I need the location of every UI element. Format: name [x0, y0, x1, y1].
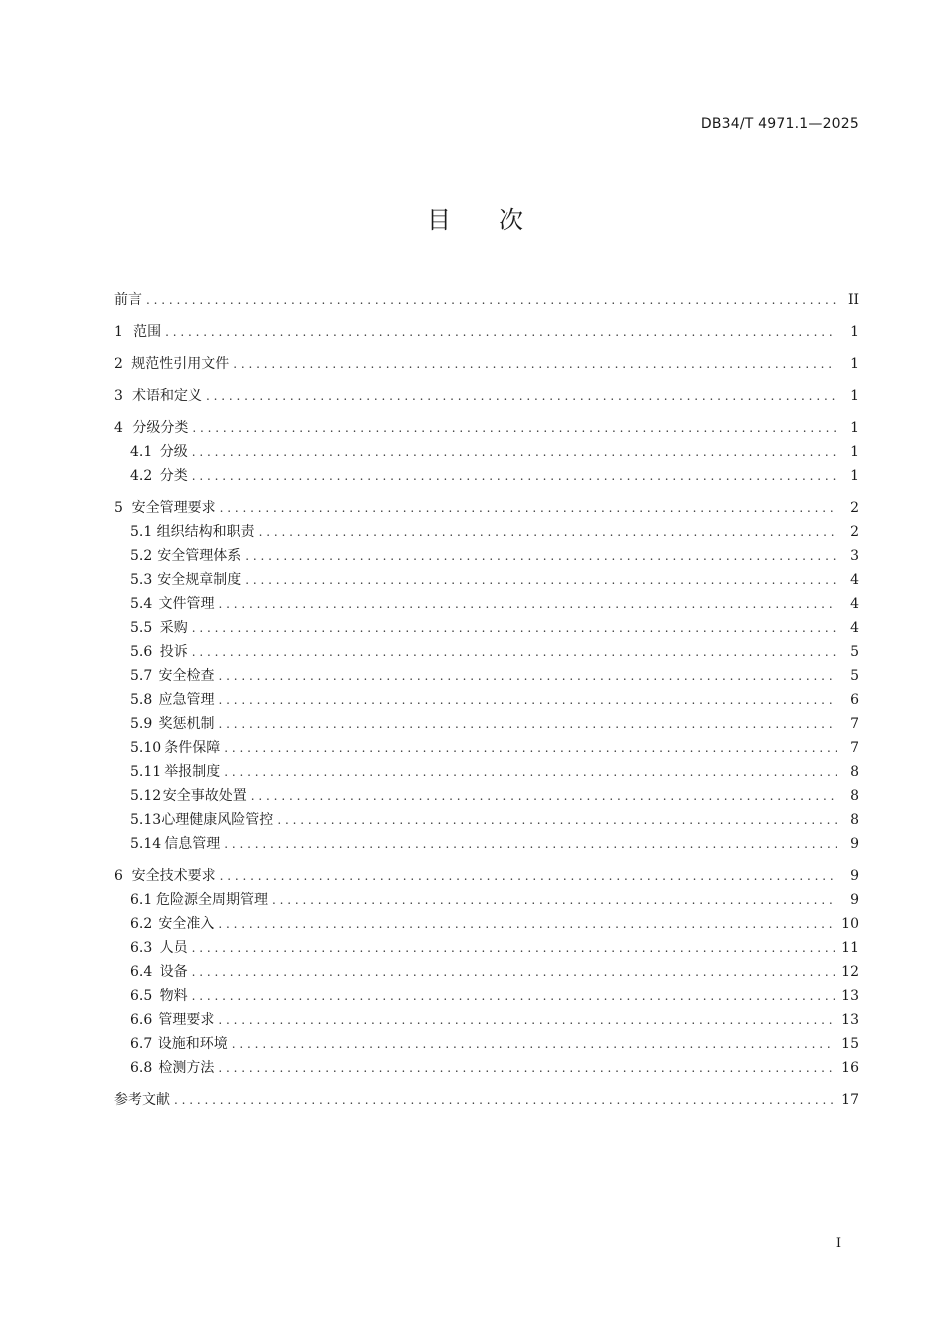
dot-leader [218, 1008, 835, 1032]
dot-leader [218, 1056, 835, 1080]
dot-leader [245, 568, 837, 592]
toc-entry[interactable] [114, 568, 859, 592]
toc-entry-label: 条件保障 [164, 740, 221, 756]
toc-entry-label: 设备 [159, 964, 188, 980]
toc-entry-page: 4 [850, 620, 859, 636]
toc-entry-page: 1 [850, 388, 859, 404]
toc-entry[interactable] [114, 640, 859, 664]
dot-leader [165, 320, 837, 344]
toc-entry-page: 1 [850, 356, 859, 372]
toc-entry-page: 12 [841, 964, 859, 980]
toc-entry[interactable] [114, 784, 859, 808]
toc-entry-page: 1 [850, 324, 859, 340]
toc-entry-number: 5.11 [130, 764, 162, 780]
toc-entry[interactable] [114, 616, 859, 640]
toc-entry-label: 信息管理 [164, 836, 221, 852]
toc-entry-label: 范围 [133, 324, 162, 340]
toc-entry-label: 分级分类 [132, 420, 189, 436]
toc-entry-page: II [847, 292, 859, 308]
toc-entry[interactable] [114, 352, 859, 376]
page-title [0, 200, 950, 235]
toc-entry-number: 6.6 [130, 1012, 153, 1028]
toc-entry-number: 5.13 [130, 812, 162, 828]
dot-leader [224, 832, 837, 856]
toc-entry-number: 6 [114, 868, 123, 884]
document-code: DB34/T 4971.1—2025 [700, 116, 859, 132]
toc-entry-number: 6.4 [130, 964, 153, 980]
toc-entry-page: 2 [850, 524, 859, 540]
dot-leader [219, 712, 838, 736]
toc-entry-page: 6 [850, 692, 859, 708]
toc-entry[interactable] [114, 960, 859, 984]
dot-leader [192, 960, 836, 984]
toc-entry-number: 5.4 [130, 596, 153, 612]
toc-entry-label: 安全管理体系 [157, 548, 242, 564]
toc-entry-page: 7 [850, 740, 859, 756]
toc-entry-number: 3 [114, 388, 123, 404]
toc-entry-number: 5.5 [130, 620, 153, 636]
toc-entry-page: 8 [850, 764, 859, 780]
table-of-contents [114, 288, 859, 1112]
toc-entry[interactable] [114, 712, 859, 736]
toc-entry-number: 6.3 [130, 940, 153, 956]
toc-entry-number: 6.1 [130, 892, 153, 908]
toc-entry[interactable] [114, 320, 859, 344]
dot-leader [220, 864, 837, 888]
toc-entry-number: 5.3 [130, 572, 153, 588]
toc-entry-label: 物料 [159, 988, 188, 1004]
toc-entry-label: 心理健康风险管控 [161, 812, 274, 828]
dot-leader [259, 520, 837, 544]
toc-entry-page: 9 [850, 836, 859, 852]
toc-entry-label: 规范性引用文件 [131, 356, 230, 372]
toc-entry-label: 管理要求 [158, 1012, 215, 1028]
toc-entry-label: 前言 [114, 292, 142, 308]
dot-leader [192, 440, 837, 464]
toc-entry[interactable] [114, 288, 859, 312]
toc-entry-page: 3 [850, 548, 859, 564]
toc-entry-page: 9 [850, 868, 859, 884]
toc-entry-label: 设施和环境 [157, 1036, 228, 1052]
toc-entry-page: 5 [850, 668, 859, 684]
toc-entry[interactable] [114, 592, 859, 616]
toc-entry-page: 8 [850, 788, 859, 804]
toc-entry[interactable] [114, 912, 859, 936]
dot-leader [224, 736, 837, 760]
dot-leader [192, 616, 837, 640]
dot-leader [218, 912, 835, 936]
toc-entry-page: 1 [850, 468, 859, 484]
toc-entry-number: 6.5 [130, 988, 153, 1004]
toc-entry-label: 检测方法 [158, 1060, 215, 1076]
toc-entry[interactable] [114, 520, 859, 544]
toc-entry[interactable] [114, 1032, 859, 1056]
toc-entry[interactable] [114, 1056, 859, 1080]
dot-leader [245, 544, 837, 568]
toc-entry-number: 1 [114, 324, 123, 340]
toc-entry-number: 5.6 [130, 644, 153, 660]
dot-leader [219, 664, 838, 688]
dot-leader [224, 760, 837, 784]
toc-entry-label: 奖惩机制 [158, 716, 215, 732]
title-char-1: 目 [427, 206, 451, 234]
toc-entry[interactable] [114, 736, 859, 760]
toc-entry-label: 举报制度 [164, 764, 221, 780]
toc-entry-page: 16 [841, 1060, 859, 1076]
toc-entry-number: 6.8 [130, 1060, 153, 1076]
toc-entry-number: 5.7 [130, 668, 153, 684]
toc-entry[interactable] [114, 384, 859, 408]
toc-entry-page: 17 [841, 1092, 859, 1108]
toc-entry[interactable] [114, 688, 859, 712]
toc-entry-page: 7 [850, 716, 859, 732]
toc-entry[interactable] [114, 936, 859, 960]
toc-entry-page: 8 [850, 812, 859, 828]
toc-entry[interactable] [114, 464, 859, 488]
toc-entry-page: 13 [841, 1012, 859, 1028]
toc-entry-number: 5.10 [130, 740, 162, 756]
dot-leader [206, 384, 837, 408]
toc-entry-number: 5.8 [130, 692, 153, 708]
toc-entry-number: 5.1 [130, 524, 153, 540]
toc-entry[interactable] [114, 808, 859, 832]
toc-entry-page: 2 [850, 500, 859, 516]
toc-entry[interactable] [114, 416, 859, 440]
toc-entry-number: 4.2 [130, 468, 153, 484]
toc-entry[interactable] [114, 1008, 859, 1032]
dot-leader [220, 496, 837, 520]
dot-leader [232, 1032, 835, 1056]
toc-entry-label: 安全管理要求 [131, 500, 216, 516]
toc-entry-number: 4 [114, 420, 123, 436]
toc-entry-label: 人员 [159, 940, 188, 956]
toc-entry-number: 5.2 [130, 548, 153, 564]
dot-leader [272, 888, 837, 912]
toc-entry-label: 术语和定义 [132, 388, 202, 404]
toc-entry-label: 安全检查 [158, 668, 215, 684]
toc-entry-label: 文件管理 [158, 596, 215, 612]
toc-entry-number: 5.12 [130, 788, 162, 804]
toc-entry-number: 5 [114, 500, 123, 516]
toc-entry-label: 组织结构和职责 [156, 524, 255, 540]
dot-leader [219, 688, 838, 712]
toc-entry-label: 分类 [159, 468, 188, 484]
toc-entry-label: 应急管理 [158, 692, 215, 708]
toc-entry-page: 4 [850, 572, 859, 588]
toc-entry-page: 4 [850, 596, 859, 612]
toc-entry[interactable] [114, 832, 859, 856]
toc-entry-label: 安全技术要求 [131, 868, 216, 884]
toc-entry-page: 13 [841, 988, 859, 1004]
toc-entry-number: 5.14 [130, 836, 162, 852]
dot-leader [219, 592, 838, 616]
toc-entry-page: 11 [841, 940, 859, 956]
dot-leader [192, 464, 837, 488]
toc-entry-page: 15 [841, 1036, 859, 1052]
toc-entry-number: 5.9 [130, 716, 153, 732]
toc-entry-label: 安全准入 [158, 916, 215, 932]
page-number: I [835, 1236, 841, 1251]
toc-entry-label: 安全事故处置 [162, 788, 247, 804]
toc-entry-number: 6.7 [130, 1036, 153, 1052]
toc-entry[interactable] [114, 496, 859, 520]
toc-entry-number: 6.2 [130, 916, 153, 932]
dot-leader [233, 352, 837, 376]
toc-entry[interactable] [114, 760, 859, 784]
toc-entry[interactable] [114, 544, 859, 568]
toc-entry-label: 分级 [159, 444, 188, 460]
toc-entry-page: 1 [850, 420, 859, 436]
dot-leader [192, 984, 836, 1008]
toc-entry[interactable] [114, 664, 859, 688]
toc-entry-label: 投诉 [159, 644, 188, 660]
toc-entry-page: 5 [850, 644, 859, 660]
toc-entry-number: 2 [114, 356, 123, 372]
dot-leader [192, 936, 836, 960]
toc-entry-page: 9 [850, 892, 859, 908]
toc-entry-label: 参考文献 [114, 1092, 170, 1108]
toc-entry-page: 10 [841, 916, 859, 932]
toc-entry[interactable] [114, 440, 859, 464]
dot-leader [174, 1088, 835, 1112]
toc-entry-number: 4.1 [130, 444, 153, 460]
toc-entry-page: 1 [850, 444, 859, 460]
toc-entry[interactable] [114, 984, 859, 1008]
dot-leader [192, 416, 837, 440]
toc-entry-label: 安全规章制度 [157, 572, 242, 588]
toc-entry[interactable] [114, 864, 859, 888]
dot-leader [277, 808, 837, 832]
toc-entry[interactable] [114, 888, 859, 912]
dot-leader [192, 640, 837, 664]
toc-entry-label: 危险源全周期管理 [156, 892, 269, 908]
toc-entry[interactable] [114, 1088, 859, 1112]
title-char-2: 次 [499, 206, 523, 234]
dot-leader [251, 784, 837, 808]
toc-entry-label: 采购 [159, 620, 188, 636]
dot-leader [146, 288, 837, 312]
